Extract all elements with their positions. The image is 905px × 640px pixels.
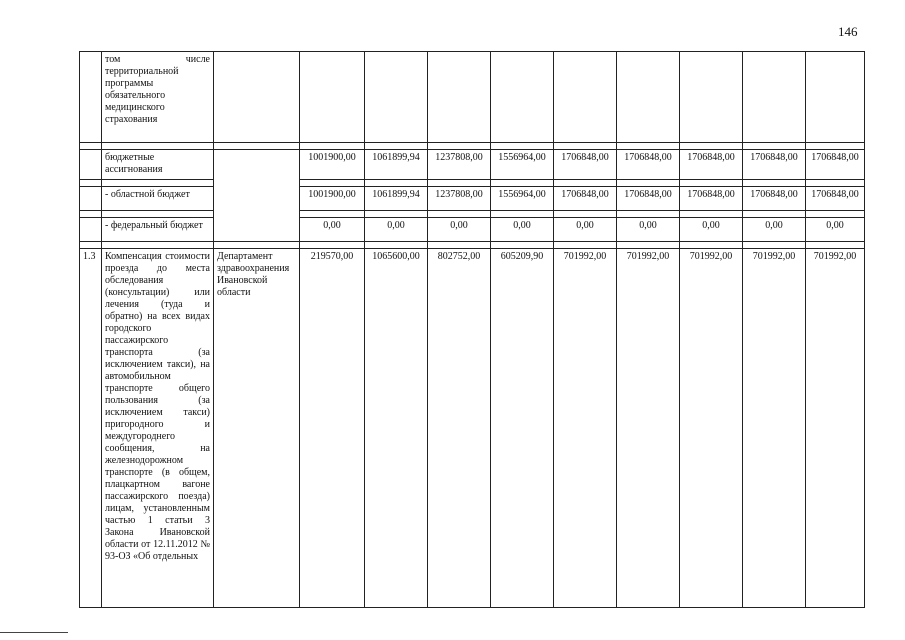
table-row-budget [80, 150, 865, 180]
table-row-omc [80, 52, 865, 143]
index-cell [80, 187, 102, 211]
value-cell: 0,00 [617, 218, 680, 242]
index-cell [80, 218, 102, 242]
row-label-federal: - федеральный бюджет [102, 218, 214, 242]
value-cell: 802752,00 [428, 249, 491, 608]
value-cell: 1706848,00 [680, 187, 743, 211]
value-cell: 219570,00 [300, 249, 365, 608]
value-cell: 701992,00 [680, 249, 743, 608]
value-cell: 1061899,94 [365, 187, 428, 211]
footer-rule [0, 632, 68, 633]
executor-cell [214, 150, 300, 242]
value-cell: 0,00 [554, 218, 617, 242]
value-cell: 1065600,00 [365, 249, 428, 608]
value-cell: 0,00 [365, 218, 428, 242]
value-cell: 1706848,00 [554, 187, 617, 211]
value-cell: 701992,00 [617, 249, 680, 608]
value-cell: 605209,90 [491, 249, 554, 608]
value-cell: 1237808,00 [428, 187, 491, 211]
value-cell: 1706848,00 [806, 150, 865, 180]
value-cell: 0,00 [491, 218, 554, 242]
executor-cell [214, 52, 300, 143]
value-cell: 1706848,00 [806, 187, 865, 211]
budget-table [79, 51, 865, 608]
value-cell: 1706848,00 [617, 150, 680, 180]
row-label-regional: - областной бюджет [102, 187, 214, 211]
value-cell: 1001900,00 [300, 150, 365, 180]
table-row-item-1-3 [80, 249, 865, 608]
value-cell: 0,00 [428, 218, 491, 242]
row-index: 1.3 [80, 249, 102, 608]
value-cell: 1706848,00 [617, 187, 680, 211]
value-cell: 1556964,00 [491, 187, 554, 211]
index-cell [80, 150, 102, 180]
value-cell: 1706848,00 [743, 150, 806, 180]
row-label-omc: том числе территориальной программы обязательного медицинского страхования [102, 52, 214, 143]
index-cell [80, 52, 102, 143]
table-row-federal [80, 218, 865, 242]
row-label-budget: бюджетные ассигнования [102, 150, 214, 180]
value-cell: 1237808,00 [428, 150, 491, 180]
value-cell: 701992,00 [554, 249, 617, 608]
row-executor: Департамент здравоохранения Ивановской области [214, 249, 300, 608]
value-cell: 1706848,00 [680, 150, 743, 180]
value-cell: 1001900,00 [300, 187, 365, 211]
value-cell: 0,00 [300, 218, 365, 242]
value-cell: 701992,00 [743, 249, 806, 608]
value-cell: 1706848,00 [743, 187, 806, 211]
value-cell: 0,00 [743, 218, 806, 242]
table-row-regional [80, 187, 865, 211]
row-label-item: Компенсация стоимости проезда до места обследования (консультации) или лечения (туда и обратно) на всех видах городского пассажирского транспорта (за исключением такси), на автомобильном транспорте общего пользования (за исключением такси) пригородного и междугороднего сообщения, на железнодорожном транспорте (в общем, плацкартном вагоне пассажирского поезда) лицам, установленным частью 1 статьи 3 Закона Ивановской области от 12.11.2012 № 93-ОЗ «Об отдельных [102, 249, 214, 608]
value-cell: 0,00 [806, 218, 865, 242]
value-cell: 701992,00 [806, 249, 865, 608]
value-cell: 0,00 [680, 218, 743, 242]
value-cell: 1061899,94 [365, 150, 428, 180]
value-cell: 1556964,00 [491, 150, 554, 180]
value-cell: 1706848,00 [554, 150, 617, 180]
page-number: 146 [838, 24, 858, 39]
